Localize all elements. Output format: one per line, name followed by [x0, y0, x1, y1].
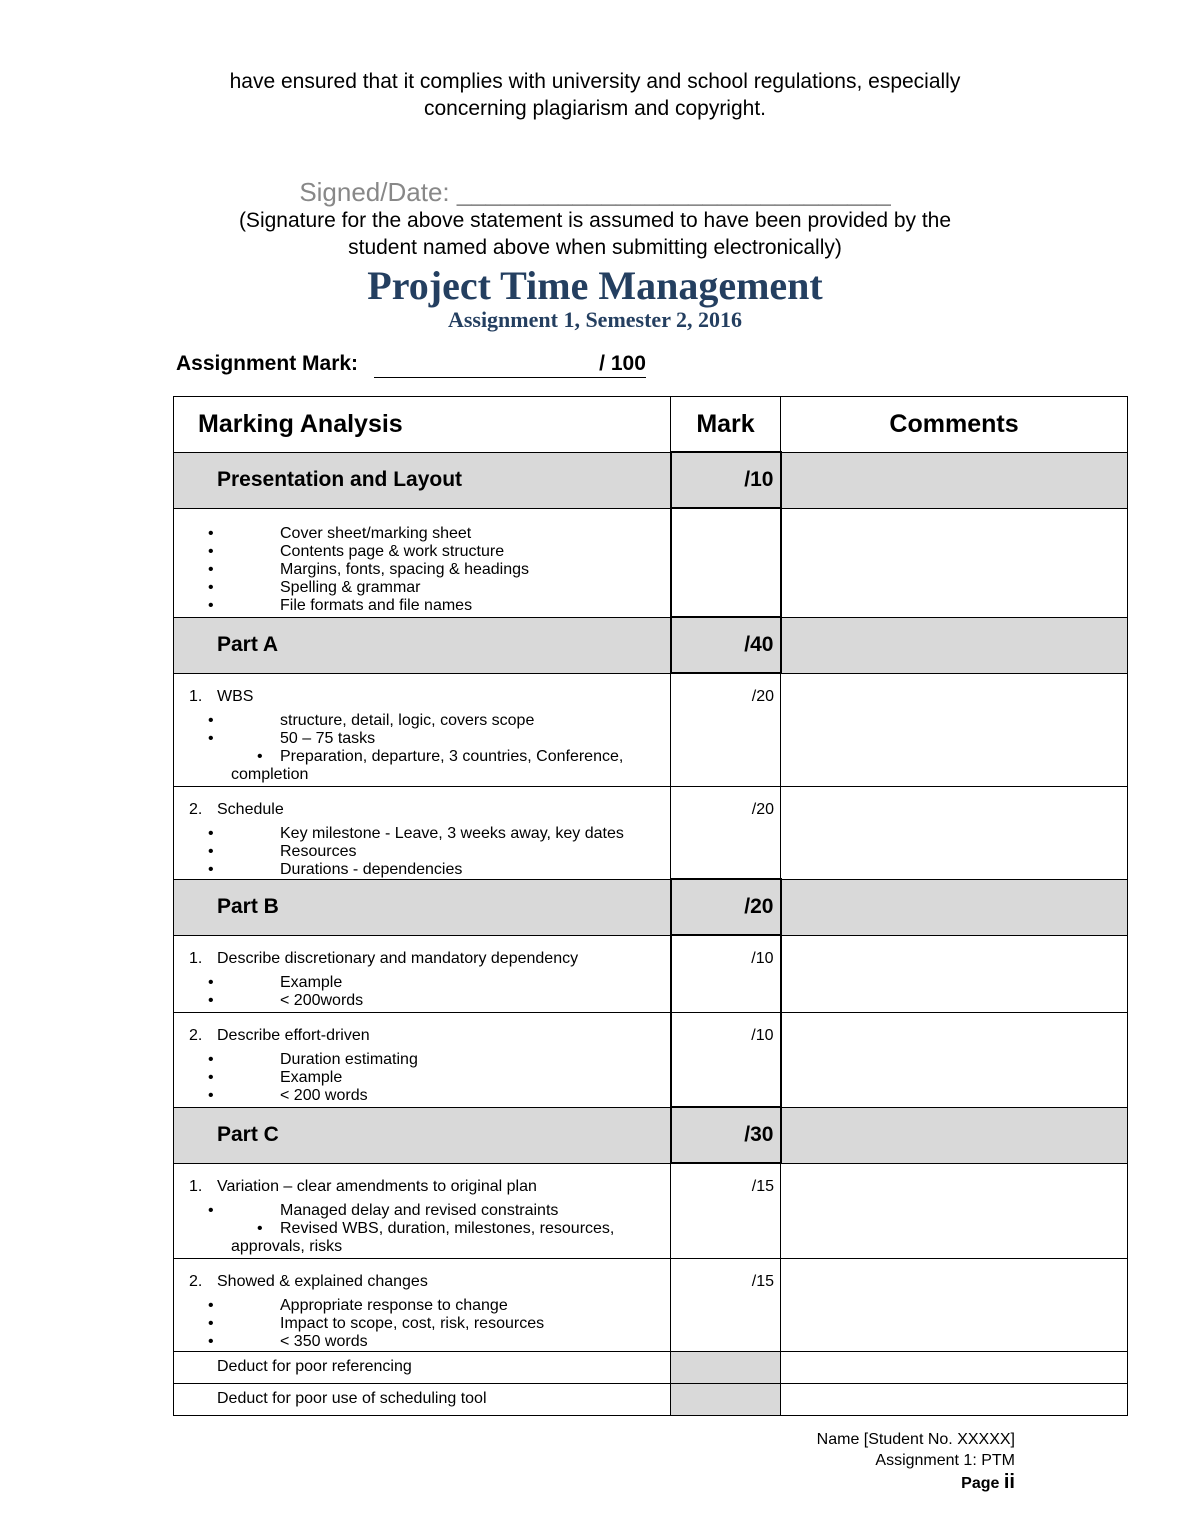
- declaration-line-1: have ensured that it complies with university and school regulations, especially: [229, 70, 961, 93]
- criteria-item: • < 350 words: [174, 1333, 670, 1351]
- document-subtitle: Assignment 1, Semester 2, 2016: [447, 307, 743, 332]
- mark-cell[interactable]: [671, 1258, 781, 1351]
- declaration-line-2: concerning plagiarism and copyright.: [423, 97, 767, 120]
- section-row-part-c: [174, 1107, 1128, 1163]
- question-cell: [174, 673, 671, 786]
- section-name: Part C: [174, 1107, 671, 1163]
- criteria-item: • Resources: [174, 843, 670, 861]
- question-title: 1. Describe discretionary and mandatory dependency: [189, 949, 579, 967]
- section-mark[interactable]: /20: [671, 879, 781, 935]
- signature-note-line-2: student named above when submitting electronically): [348, 236, 842, 259]
- question-title: 2. Describe effort-driven: [189, 1026, 370, 1044]
- question-cell: [174, 1258, 671, 1351]
- section-comments[interactable]: [781, 452, 1128, 508]
- page-number: ii: [1003, 1471, 1015, 1493]
- criteria-item: • < 200words: [174, 992, 670, 1010]
- question-title: 2. Schedule: [189, 800, 284, 818]
- section-mark[interactable]: /30: [671, 1107, 781, 1163]
- deduction-label: Deduct for poor referencing: [174, 1351, 671, 1383]
- criteria-item: • Revised WBS, duration, milestones, resources, approvals, risks: [174, 1220, 670, 1256]
- section-row-part-a: [174, 617, 1128, 673]
- question-cell: [174, 1012, 671, 1107]
- mark-cell[interactable]: [671, 673, 781, 786]
- section-mark[interactable]: /40: [671, 617, 781, 673]
- criteria-item: • Duration estimating: [174, 1051, 670, 1069]
- question-mark: /10: [751, 1026, 774, 1044]
- question-cell: [174, 935, 671, 1012]
- question-mark: /20: [751, 688, 774, 705]
- signed-date-line: Signed/Date: ______________________________: [299, 177, 891, 207]
- criteria-item: • Preparation, departure, 3 countries, Conference, completion: [174, 748, 670, 784]
- section-comments[interactable]: [781, 1107, 1128, 1163]
- deduction-label: Deduct for poor use of scheduling tool: [174, 1383, 671, 1415]
- question-cell: [174, 786, 671, 879]
- criteria-item: • structure, detail, logic, covers scope: [174, 712, 670, 730]
- footer-page-number: [961, 1472, 1015, 1494]
- comments-cell[interactable]: [781, 1163, 1128, 1258]
- comments-cell[interactable]: [781, 935, 1128, 1012]
- criteria-item: • Appropriate response to change: [174, 1297, 670, 1315]
- question-row-part-b-2: [174, 1012, 1128, 1107]
- criteria-list-cell: [174, 508, 671, 617]
- criteria-item: • 50 – 75 tasks: [174, 730, 670, 748]
- assignment-mark-total: / 100: [599, 352, 646, 375]
- deduction-mark-cell[interactable]: [671, 1383, 781, 1415]
- section-name: Part B: [174, 879, 671, 935]
- footer-student-name: Name [Student No. XXXXX]: [816, 1431, 1015, 1448]
- deduction-comments-cell[interactable]: [781, 1351, 1128, 1383]
- criteria-item: • Example: [174, 974, 670, 992]
- section-comments[interactable]: [781, 879, 1128, 935]
- assignment-mark-field[interactable]: [374, 351, 646, 378]
- section-name: Part A: [174, 617, 671, 673]
- deduction-comments-cell[interactable]: [781, 1383, 1128, 1415]
- comments-cell[interactable]: [781, 1012, 1128, 1107]
- question-row-part-c-1: [174, 1163, 1128, 1258]
- question-row-part-a-2: [174, 786, 1128, 879]
- criteria-item: • Impact to scope, cost, risk, resources: [174, 1315, 670, 1333]
- criteria-item: • Cover sheet/marking sheet: [174, 525, 670, 543]
- section-row-presentation: [174, 452, 1128, 508]
- question-title: 2. Showed & explained changes: [189, 1272, 428, 1290]
- deduction-row-referencing: [174, 1351, 1128, 1383]
- section-name: Presentation and Layout: [174, 452, 671, 508]
- mark-cell[interactable]: [671, 1163, 781, 1258]
- header-mark: Mark: [671, 397, 781, 453]
- assignment-mark: [176, 351, 646, 378]
- criteria-item: • Margins, fonts, spacing & headings: [174, 561, 670, 579]
- question-row-part-b-1: [174, 935, 1128, 1012]
- table-header-row: [174, 397, 1128, 453]
- header-comments: Comments: [781, 397, 1128, 453]
- mark-cell[interactable]: [671, 786, 781, 879]
- question-mark: /15: [751, 1178, 774, 1195]
- mark-cell[interactable]: [671, 508, 781, 617]
- question-title: 1. Variation – clear amendments to original plan: [189, 1177, 537, 1195]
- criteria-item: • Managed delay and revised constraints: [174, 1202, 670, 1220]
- criteria-row-presentation: [174, 508, 1128, 617]
- deduction-mark-cell[interactable]: [671, 1351, 781, 1383]
- criteria-item: • Spelling & grammar: [174, 579, 670, 597]
- signature-note: [0, 207, 1190, 261]
- question-row-part-a-1: [174, 673, 1128, 786]
- criteria-item: • Example: [174, 1069, 670, 1087]
- question-row-part-c-2: [174, 1258, 1128, 1351]
- criteria-item: • < 200 words: [174, 1087, 670, 1105]
- criteria-item: • Key milestone - Leave, 3 weeks away, key dates: [174, 825, 670, 843]
- signature-note-line-1: (Signature for the above statement is assumed to have been provided by the: [238, 209, 952, 232]
- header-marking-analysis: Marking Analysis: [174, 397, 671, 453]
- mark-cell[interactable]: [671, 935, 781, 1012]
- assignment-mark-label: Assignment Mark:: [176, 352, 359, 375]
- document-title: Project Time Management: [367, 263, 823, 308]
- mark-cell[interactable]: [671, 1012, 781, 1107]
- criteria-item: • Durations - dependencies: [174, 861, 670, 879]
- section-comments[interactable]: [781, 617, 1128, 673]
- declaration-text: [0, 68, 1190, 122]
- comments-cell[interactable]: [781, 786, 1128, 879]
- question-mark: /15: [751, 1272, 774, 1290]
- section-mark[interactable]: /10: [671, 452, 781, 508]
- page-label: Page: [961, 1475, 1000, 1492]
- deduction-row-scheduling-tool: [174, 1383, 1128, 1415]
- comments-cell[interactable]: [781, 508, 1128, 617]
- question-cell: [174, 1163, 671, 1258]
- question-mark: /10: [751, 950, 774, 967]
- question-mark: /20: [751, 800, 774, 818]
- comments-cell[interactable]: [781, 1258, 1128, 1351]
- criteria-item: • File formats and file names: [174, 597, 670, 615]
- comments-cell[interactable]: [781, 673, 1128, 786]
- section-row-part-b: [174, 879, 1128, 935]
- footer-assignment: Assignment 1: PTM: [875, 1452, 1015, 1469]
- question-title: 1. WBS: [189, 687, 254, 705]
- criteria-item: • Contents page & work structure: [174, 543, 670, 561]
- marking-table: [173, 396, 1128, 1416]
